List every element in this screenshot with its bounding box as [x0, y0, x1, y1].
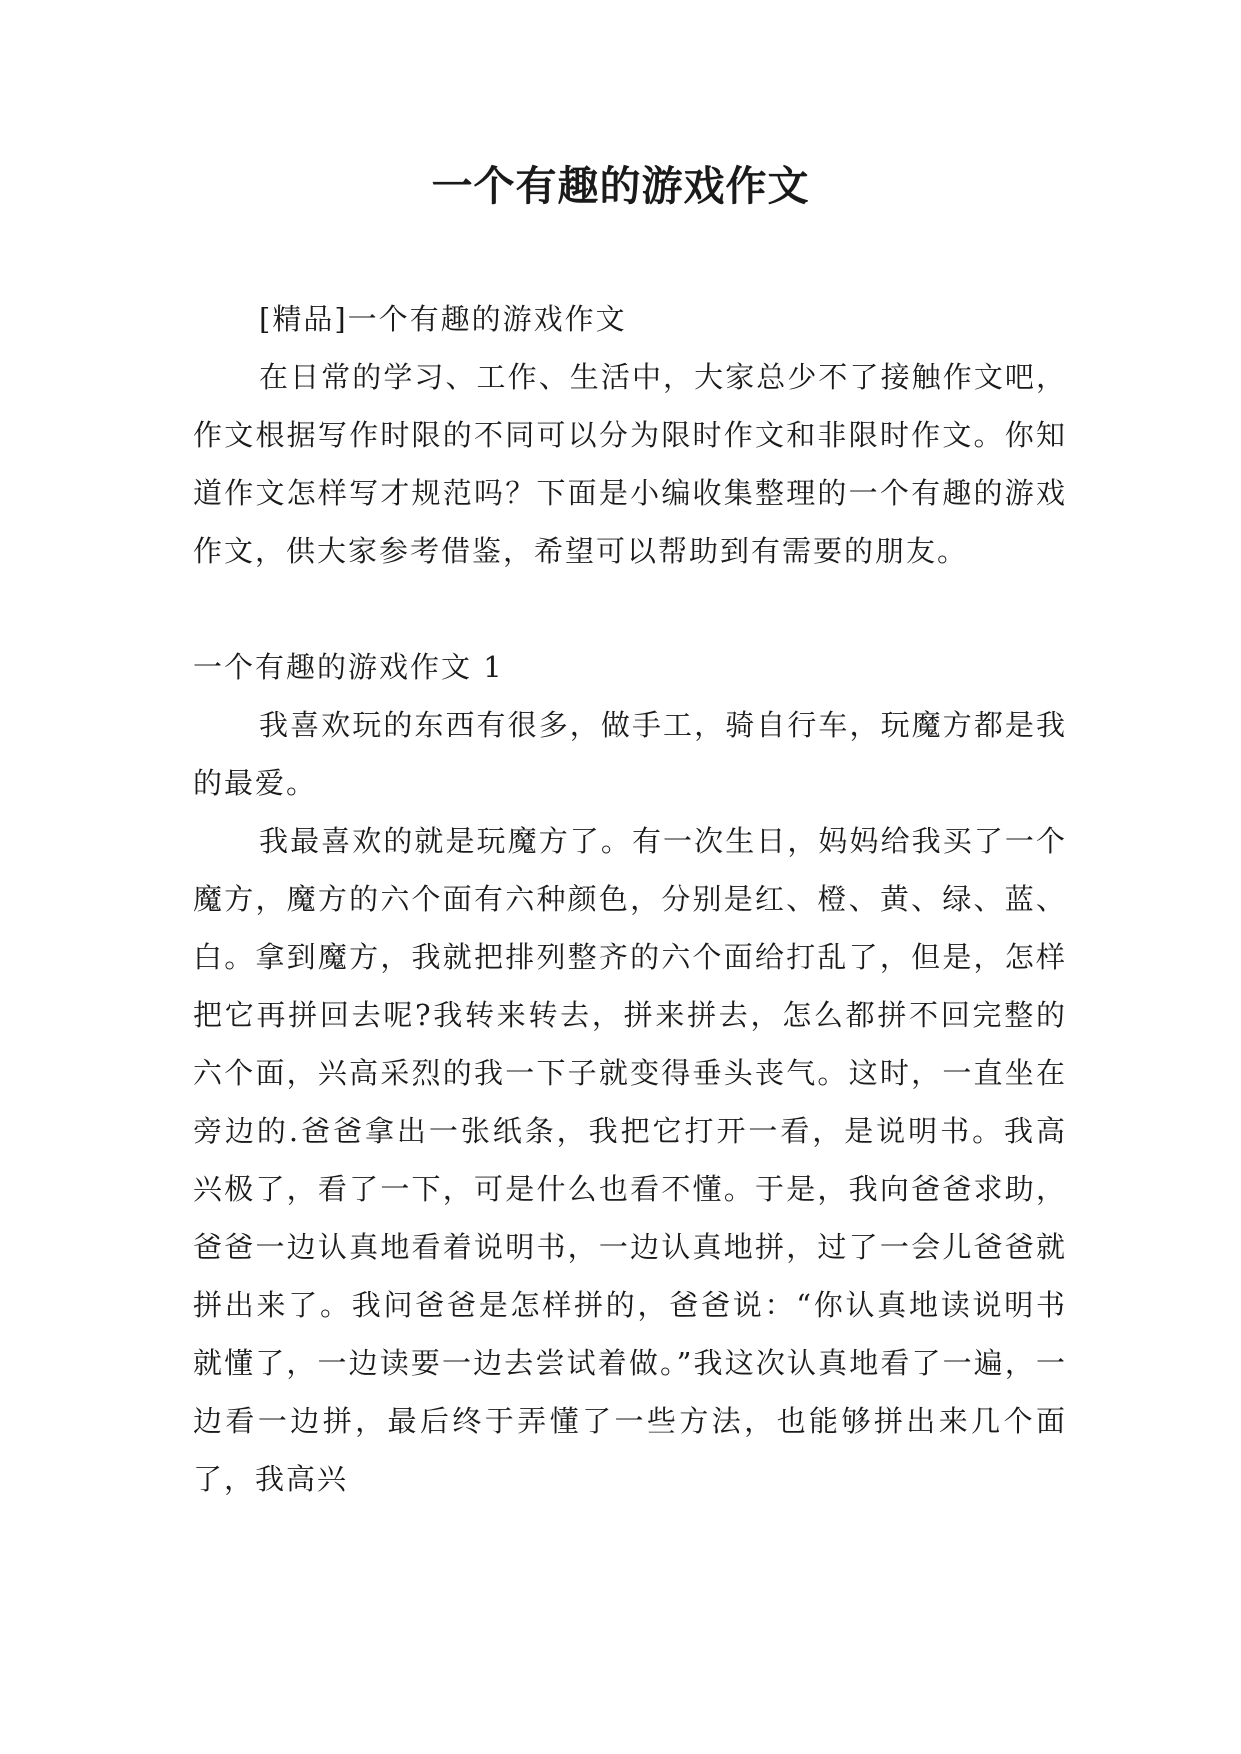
intro-heading: [精品]一个有趣的游戏作文	[259, 302, 627, 336]
document-title: 一个有趣的游戏作文	[431, 162, 810, 210]
essay-paragraph-2: 我最喜欢的就是玩魔方了。有一次生日，妈妈给我买了一个魔方，魔方的六个面有六种颜色，分别是红、橙、黄、绿、蓝、白。拿到魔方，我就把排列整齐的六个面给打乱了，但是，怎样把它再拼回去呢?我转来转去，拼来拼去，怎么都拼不回完整的六个面，兴高采烈的我一下子就变得垂头丧气。这时，一直坐在旁边的.爸爸拿出一张纸条，我把它打开一看，是说明书。我高兴极了，看了一下，可是什么也看不懂。于是，我向爸爸求助，爸爸一边认真地看着说明书，一边认真地拼，过了一会儿爸爸就拼出来了。我问爸爸是怎样拼的，爸爸说：“你认真地读说明书就懂了，一边读要一边去尝试着做。”我这次认真地看了一遍，一边看一边拼，最后终于弄懂了一些方法，也能够拼出来几个面了，我高兴	[193, 824, 1067, 1496]
essay-paragraph-1: 我喜欢玩的东西有很多，做手工，骑自行车，玩魔方都是我的最爱。	[193, 708, 1067, 800]
section-heading: 一个有趣的游戏作文 1	[193, 650, 504, 684]
section-spacer	[193, 580, 1067, 638]
document-body	[193, 290, 1067, 1508]
intro-paragraph: 在日常的学习、工作、生活中，大家总少不了接触作文吧，作文根据写作时限的不同可以分为限时作文和非限时作文。你知道作文怎样写才规范吗？下面是小编收集整理的一个有趣的游戏作文，供大家参考借鉴，希望可以帮助到有需要的朋友。	[193, 360, 1067, 568]
